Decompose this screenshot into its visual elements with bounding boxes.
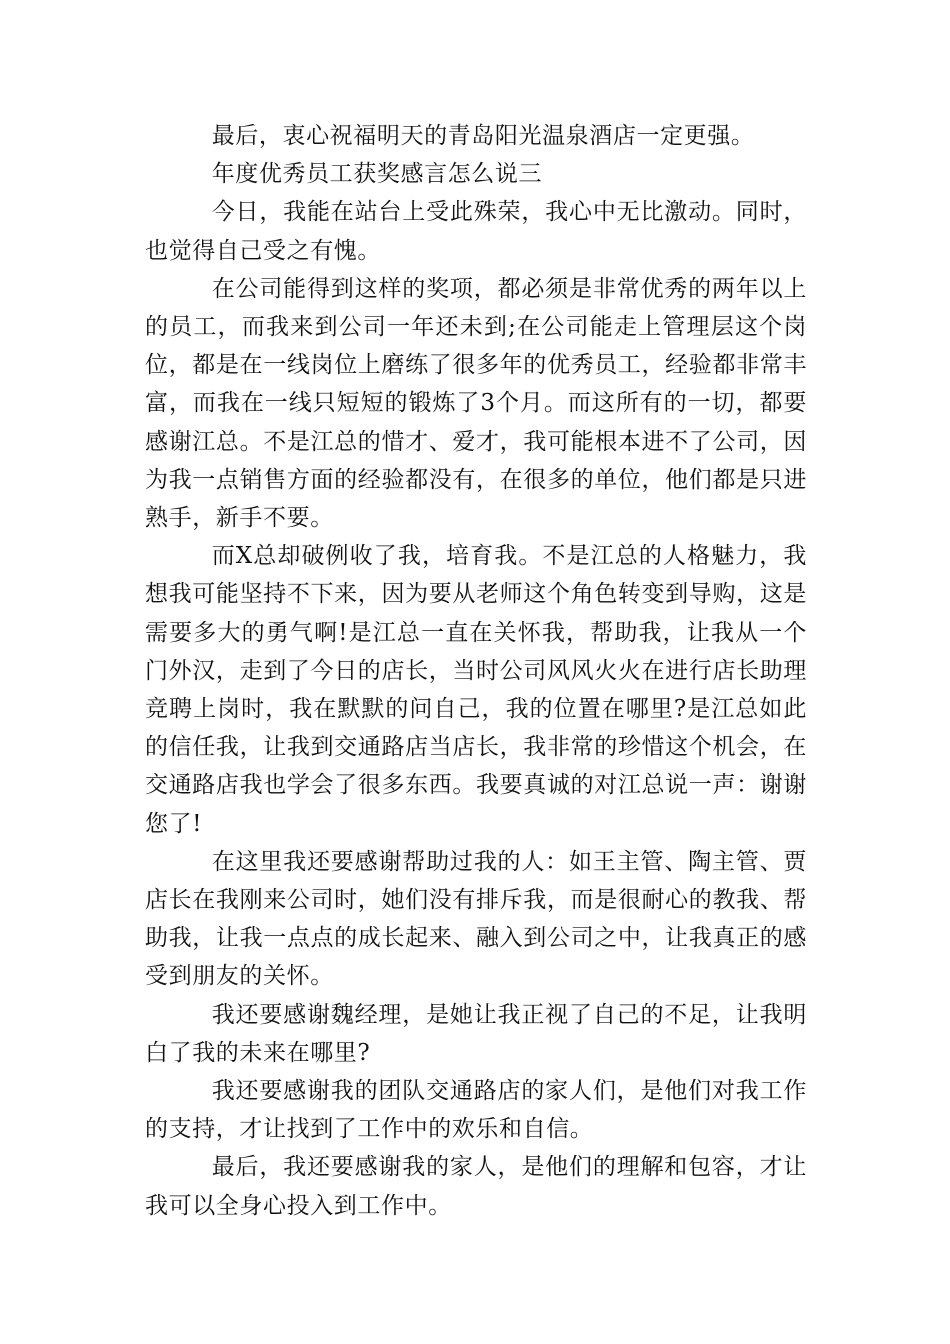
- paragraph-closing-wish: 最后，衷心祝福明天的青岛阳光温泉酒店一定更强。: [211, 123, 755, 149]
- document-body: [145, 117, 807, 1225]
- section-heading: 年度优秀员工获奖感言怎么说三: [211, 161, 543, 188]
- paragraph-gratitude-family: 最后，我还要感谢我的家人，是他们的理解和包容，才让我可以全身心投入到工作中。: [145, 1154, 807, 1219]
- paragraph-gratitude-team: 我还要感谢我的团队交通路店的家人们，是他们对我工作的支持，才让找到了工作中的欢乐和自信。: [145, 1078, 807, 1143]
- paragraph-award-context: 在公司能得到这样的奖项，都必须是非常优秀的两年以上的员工，而我来到公司一年还未到;在公司能走上管理层这个岗位，都是在一线岗位上磨练了很多年的优秀员工，经验都非常丰富，而我在一线只短短的锻炼了3个月。而这所有的一切，都要感谢江总。不是江总的惜才、爱才，我可能根本进不了公司，因为我一点销售方面的经验都没有，在很多的单位，他们都是只进熟手，新手不要。: [145, 275, 807, 532]
- paragraph-intro: 今日，我能在站台上受此殊荣，我心中无比激动。同时，也觉得自己受之有愧。: [145, 199, 807, 264]
- paragraph-gratitude-manager: 我还要感谢魏经理，是她让我正视了自己的不足，让我明白了我的未来在哪里?: [145, 1001, 807, 1066]
- paragraph-gratitude-colleagues: 在这里我还要感谢帮助过我的人：如王主管、陶主管、贾店长在我刚来公司时，她们没有排斥我，而是很耐心的教我、帮助我，让我一点点的成长起来、融入到公司之中，让我真正的感受到朋友的关怀。: [145, 848, 807, 990]
- paragraph-gratitude-boss: 而X总却破例收了我，培育我。不是江总的人格魅力，我想我可能坚持不下来，因为要从老师这个角色转变到导购，这是需要多大的勇气啊!是江总一直在关怀我，帮助我，让我从一个门外汉，走到了今日的店长，当时公司风风火火在进行店长助理竞聘上岗时，我在默默的问自己，我的位置在哪里?是江总如此的信任我，让我到交通路店当店长，我非常的珍惜这个机会，在交通路店我也学会了很多东西。我要真诚的对江总说一声：谢谢您了!: [145, 543, 807, 837]
